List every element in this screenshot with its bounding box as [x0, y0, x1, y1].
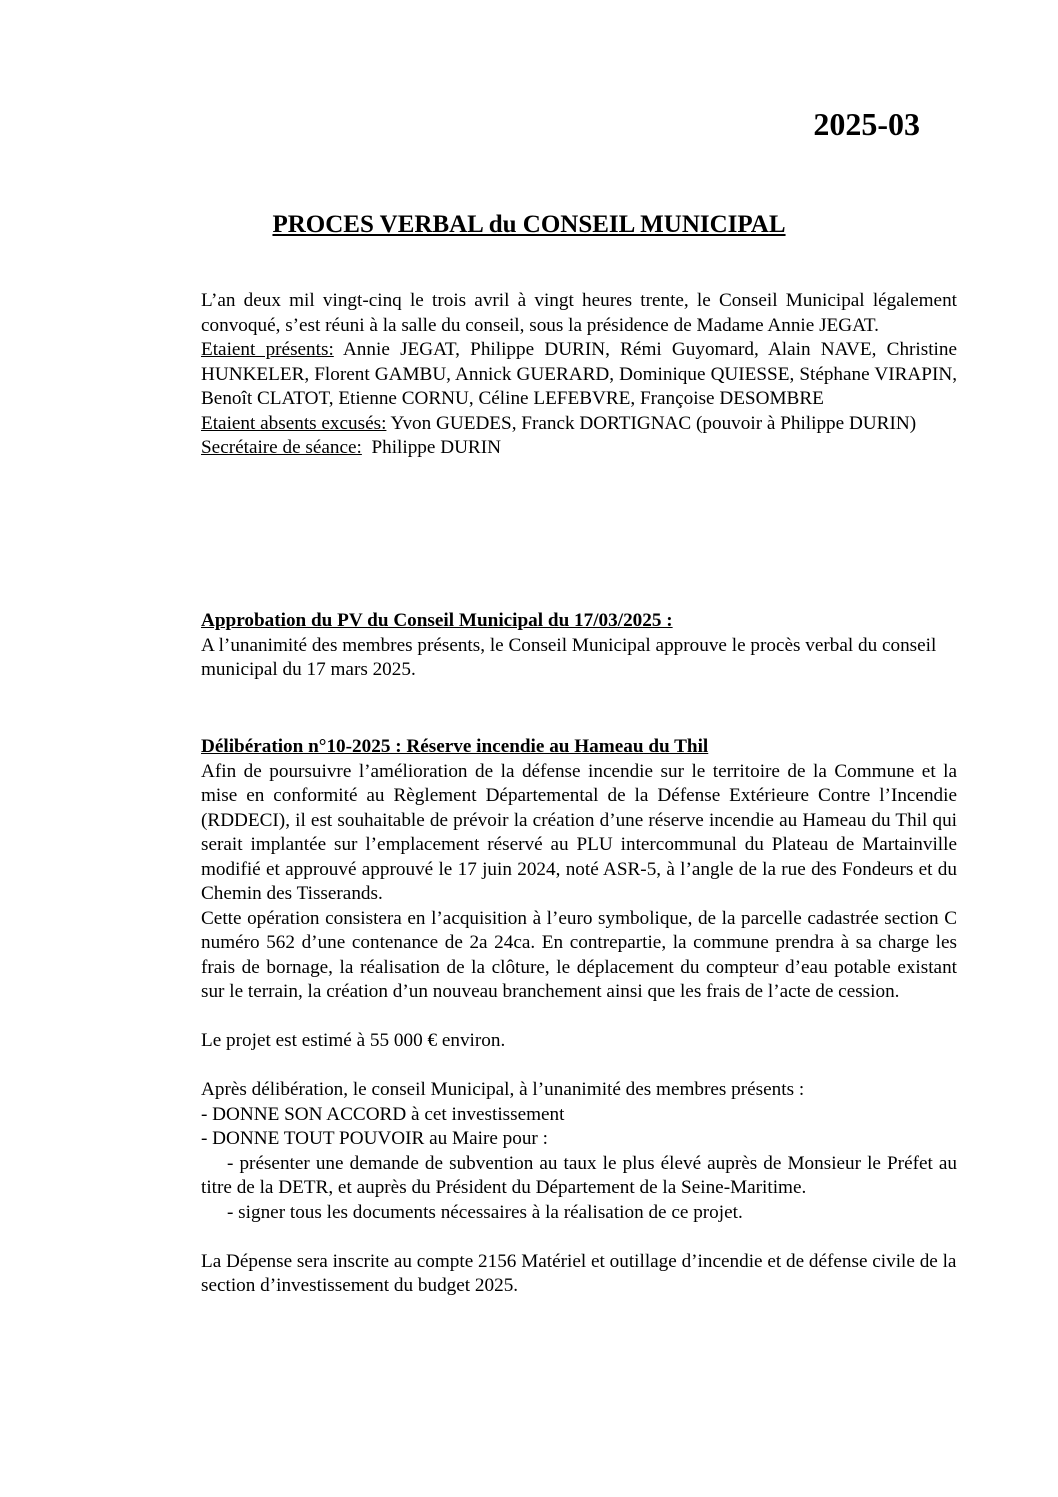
decision-accord: - DONNE SON ACCORD à cet investissement [201, 1103, 565, 1125]
secretary-label: Secrétaire de séance: [201, 437, 362, 458]
approval-text: A l’unanimité des membres présents, le Conseil Municipal approuve le procès verbal du conseil municipal du 17 mars 2025. [201, 634, 937, 680]
intro-section [201, 289, 957, 461]
deliberation-section [201, 735, 957, 1299]
decision-pouvoir: - DONNE TOUT POUVOIR au Maire pour : [201, 1128, 548, 1149]
secretary [201, 436, 957, 461]
deliberation-paragraph-2: Cette opération consistera en l’acquisition à l’euro symbolique, de la parcelle cadastrée section C numéro 562 d’une contenance de 2a 24ca. En contrepartie, la commune prendra à sa charge les frais de bornage, la réalisation de la clôture, le déplacement du compteur d’eau potable existant sur le terrain, la création d’un nouveau branchement ainsi que les frais de l’acte de cession. [201, 907, 957, 1002]
approval-heading: Approbation du PV du Conseil Municipal du 17/03/2025 : [201, 610, 673, 631]
decision-sub-item-2: - signer tous les documents nécessaires à la réalisation de ce projet. [227, 1201, 743, 1223]
secretary-name: Philippe DURIN [361, 437, 501, 458]
expense-text: La Dépense sera inscrite au compte 2156 Matériel et outillage d’incendie et de défense civile de la section d’investissement du budget 2025. [201, 1250, 957, 1296]
document-number: 2025-03 [813, 106, 920, 142]
approval-section [201, 609, 957, 683]
present-members [201, 338, 957, 412]
decision-sub-item-1: - présenter une demande de subvention au taux le plus élevé auprès de Monsieur le Préfet au titre de la DETR, et auprès du Président du Département de la Seine-Maritime. [201, 1152, 957, 1198]
present-label: Etaient présents: [201, 339, 334, 360]
absent-members [201, 412, 957, 437]
present-names: Annie JEGAT, Philippe DURIN, Rémi Guyomard, Alain NAVE, Christine HUNKELER, Florent GAMBU, Annick GUERARD, Dominique QUIESSE, Stéphane VIRAPIN, Benoît CLATOT, Etienne CORNU, Céline LEFEBVRE, Françoise DESOMBRE [201, 339, 957, 409]
document-title: PROCES VERBAL du CONSEIL MUNICIPAL [272, 211, 786, 238]
absent-label: Etaient absents excusés: [201, 412, 387, 434]
decision-intro: Après délibération, le conseil Municipal, à l’unanimité des membres présents : [201, 1079, 805, 1100]
deliberation-heading: Délibération n°10-2025 : Réserve incendie au Hameau du Thil [201, 736, 709, 757]
estimate-text: Le projet est estimé à 55 000 € environ. [201, 1030, 506, 1051]
absent-names: Yvon GUEDES, Franck DORTIGNAC (pouvoir à Philippe DURIN) [386, 412, 917, 434]
deliberation-paragraph-1: Afin de poursuivre l’amélioration de la défense incendie sur le territoire de la Commune et la mise en conformité au Règlement Départemental de la Défense Extérieure Contre l’Incendie (RDDECI), il est souhaitable de prévoir la création d’une réserve incendie au Hameau du Thil qui serait implantée sur l’emplacement réservé au PLU intercommunal du Plateau de Martainville modifié et approuvé approuvé le 17 juin 2024, noté ASR-5, à l’angle de la rue des Fondeurs et du Chemin des Tisserands. [201, 760, 957, 904]
intro-opening: L’an deux mil vingt-cinq le trois avril à vingt heures trente, le Conseil Municipal légalement convoqué, s’est réuni à la salle du conseil, sous la présidence de Madame Annie JEGAT. [201, 290, 957, 336]
